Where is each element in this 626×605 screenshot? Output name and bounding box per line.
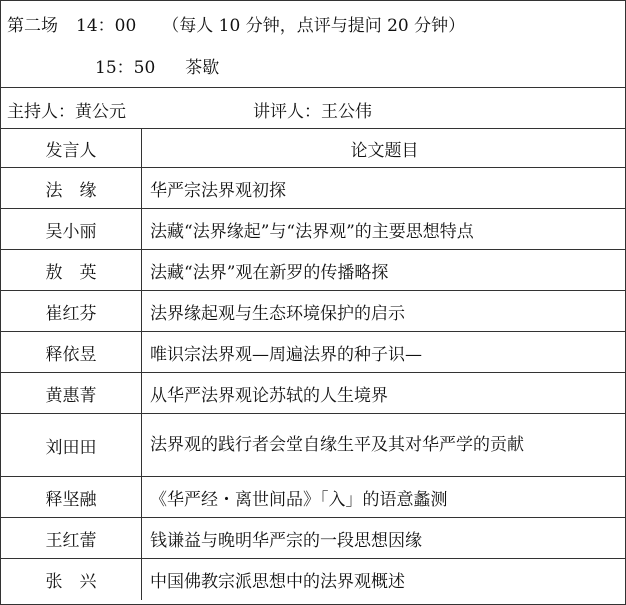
speaker-cell: 敖 英 [1,250,142,291]
table-row [1,209,625,250]
title-cell: 法藏“法界缘起”与“法界观”的主要思想特点 [142,209,626,250]
title-cell: 法界缘起观与生态环境保护的启示 [142,291,626,332]
break-label: 茶歇 [185,58,220,78]
table-row [1,332,625,373]
reviewer-name: 讲评人：王公伟 [253,102,372,122]
session-note: （每人 10 分钟，点评与提问 20 分钟） [162,16,466,36]
title-cell: 钱谦益与晚明华严宗的一段思想因缘 [142,518,626,559]
talks-table [1,129,625,600]
host-name: 主持人：黄公元 [7,102,126,122]
break-line [95,53,219,78]
header-speaker: 发言人 [1,129,142,168]
session-line [7,11,465,36]
title-cell: 唯识宗法界观—周遍法界的种子识— [142,332,626,373]
speaker-cell: 黄惠菁 [1,373,142,414]
title-cell: 华严宗法界观初探 [142,168,626,209]
speaker-cell: 崔红芬 [1,291,142,332]
title-cell: 法界观的践行者会堂自缘生平及其对华严学的贡献 [142,414,626,477]
table-row [1,373,625,414]
title-cell: 从华严法界观论苏轼的人生境界 [142,373,626,414]
table-row [1,477,625,518]
table-row [1,168,625,209]
session-time: 14：00 [76,16,137,36]
table-row [1,559,625,600]
title-cell: 法藏“法界”观在新罗的传播略探 [142,250,626,291]
session-label: 第二场 [7,16,58,36]
speaker-cell: 王红蕾 [1,518,142,559]
speaker-cell: 张 兴 [1,559,142,600]
header-title: 论文题目 [142,129,626,168]
title-cell: 中国佛教宗派思想中的法界观概述 [150,571,405,592]
break-time: 15：50 [95,58,156,78]
table-row [1,250,625,291]
speaker-cell: 释依昱 [1,332,142,373]
table-row [1,518,625,559]
table-row [1,414,625,477]
table-header-row [1,129,625,168]
session-header [1,1,625,88]
speaker-cell: 吴小丽 [1,209,142,250]
speaker-cell: 法 缘 [1,168,142,209]
speaker-cell: 释坚融 [1,477,142,518]
table-row [1,291,625,332]
hosts-row [1,88,625,129]
speaker-cell: 刘田田 [1,414,142,477]
title-cell: 《华严经・离世间品》「入」的语意蠡测 [142,477,626,518]
